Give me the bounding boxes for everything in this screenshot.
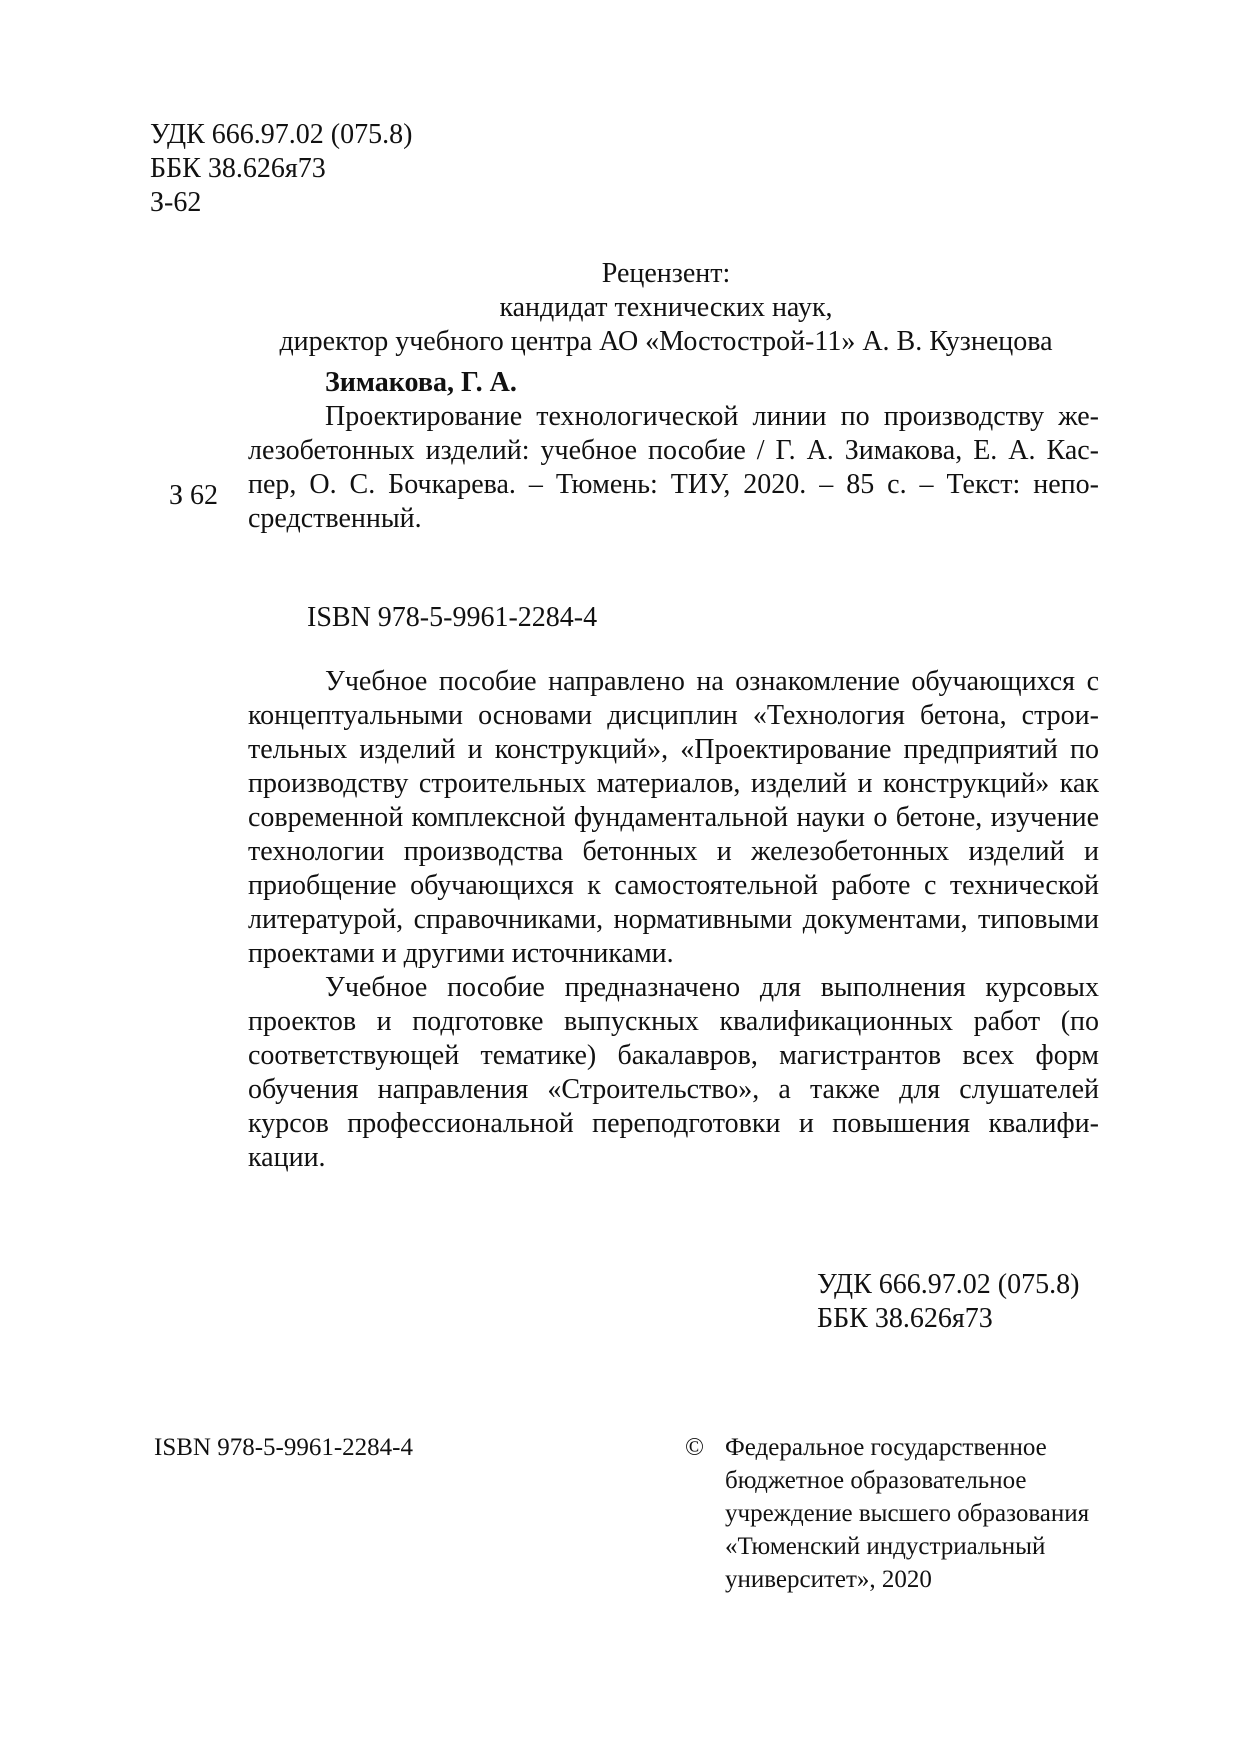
abstract-line: современной комплексной фундаментальной науки о бетоне, изучение [248,802,1099,833]
abstract-line: Учебное пособие предназначено для выполнения курсовых [325,972,1099,1003]
publisher-line: «Тюменский индустриальный [725,1533,1046,1560]
top-classification-codes [150,118,412,220]
udc-code: УДК 666.97.02 (075.8) [150,119,413,150]
biblio-description [248,400,1099,536]
reviewer-block [240,257,1092,359]
reviewer-position: директор учебного центра АО «Мостострой-11» А. В. Кузнецова [279,326,1053,357]
abstract-line: технологии производства бетонных и железобетонных изделий и [248,836,1099,867]
biblio-line: средственный. [248,503,422,534]
abstract [248,665,1099,1175]
abstract-line: тельных изделий и конструкций», «Проектирование предприятий по [248,734,1099,765]
publisher-line: Федеральное государственное [725,1434,1047,1461]
bottom-classification-codes [817,1268,1079,1336]
abstract-line: обучения направления «Строительство», а также для слушателей [248,1074,1099,1105]
copyright-icon: © [685,1434,704,1461]
publisher-line: учреждение высшего образования [725,1500,1090,1527]
biblio-author [325,366,517,400]
biblio-line: пер, О. С. Бочкарева. – Тюмень: ТИУ, 2020. – 85 с. – Текст: непо- [248,469,1099,500]
bbk-code: ББК 38.626я73 [817,1303,993,1334]
isbn: ISBN 978-5-9961-2284-4 [307,602,598,633]
abstract-line: проектов и подготовке выпускных квалификационных работ (по [248,1006,1099,1037]
footer-isbn: ISBN 978-5-9961-2284-4 [154,1434,414,1461]
abstract-line: проектами и другими источниками. [248,938,674,969]
biblio-line: Проектирование технологической линии по производству же- [325,401,1099,432]
publisher-line: бюджетное образовательное [725,1467,1027,1494]
abstract-line: производству строительных материалов, изделий и конструкций» как [248,768,1099,799]
udc-code: УДК 666.97.02 (075.8) [817,1269,1080,1300]
publisher-line: университет», 2020 [725,1566,932,1593]
biblio-code: З 62 [169,480,219,511]
reviewer-degree: кандидат технических наук, [499,292,833,323]
abstract-line: курсов профессиональной переподготовки и повышения квалифи- [248,1108,1099,1139]
publisher-block [725,1431,1089,1596]
abstract-line: соответствующей тематике) бакалавров, магистрантов всех форм [248,1040,1099,1071]
bbk-code: ББК 38.626я73 [150,153,326,184]
reviewer-heading: Рецензент: [601,258,731,289]
biblio-line: лезобетонных изделий: учебное пособие / Г. А. Зимакова, Е. А. Кас- [248,435,1099,466]
abstract-line: литературой, справочниками, нормативными документами, типовыми [248,904,1099,935]
author-name: Зимакова, Г. А. [325,367,517,398]
abstract-line: Учебное пособие направлено на ознакомление обучающихся с [325,666,1099,697]
author-sign: З-62 [150,187,202,218]
abstract-line: кации. [248,1142,326,1173]
abstract-line: концептуальными основами дисциплин «Технология бетона, строи- [248,700,1099,731]
abstract-line: приобщение обучающихся к самостоятельной работе с технической [248,870,1099,901]
